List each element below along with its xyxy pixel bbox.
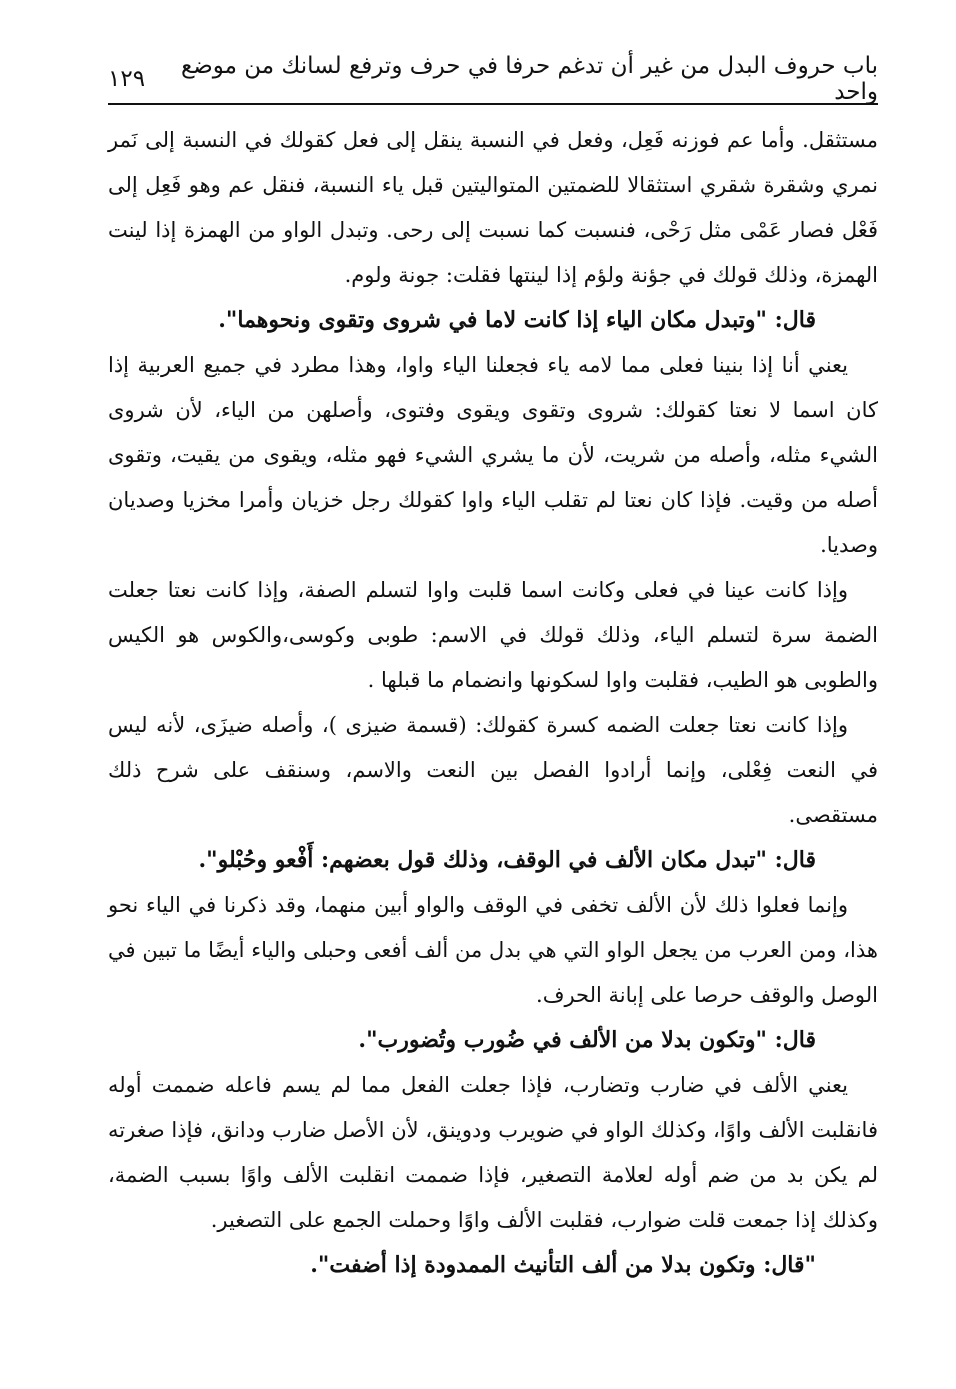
paragraph: يعني الألف في ضارب وتضارب، فإذا جعلت الفعل مما لم يسم فاعله ضممت أوله فانقلبت الألف واوًا، وكذلك الواو في ضويرب ودوينق، لأن الأصل ضارب ودانق، فإذا صغرته لم يكن بد من ضم أوله لعلامة التصغير، فإذا ضممت انقلبت الألف واوًا بسبب الضمة، وكذلك إذا جمعت قلت ضوارب، فقلبت الألف واوًا وحملت الجمع على التصغير. bbox=[108, 1073, 878, 1232]
paragraph: وإنما فعلوا ذلك لأن الألف تخفى في الوقف والواو أبين منهما، وقد ذكرنا في الياء نحو هذا، ومن العرب من يجعل الواو التي هي بدل من ألف أفعى وحبلى والياء أيضًا ما تبين في الوصل والوقف حرصا على إبانة الحرف. bbox=[108, 893, 878, 1007]
running-title: باب حروف البدل من غير أن تدغم حرفا في حرف وترفع لسانك من موضع واحد bbox=[180, 53, 878, 105]
paragraph: وإذا كانت عينا في فعلى وكانت اسما قلبت واوا لتسلم الصفة، وإذا كانت نعتا جعلت الضمة سرة لتسلم الياء، وذلك قولك في الاسم: طوبى وكوسى،والكوس هو الكيس والطوبى هو الطيب، فقلبت واوا لسكونها وانضمام ما قبلها . bbox=[108, 578, 878, 692]
page-number: ١٢٩ bbox=[108, 66, 146, 92]
paragraph: يعني أنا إذا بنينا فعلى مما لامه ياء فجعلنا الياء واوا، وهذا مطرد في جميع العربية إذا كان اسما لا نعتا كقولك: شروى وتقوى ويقوى وفتوى، وأصلهن من الياء، لأن شروى الشيء مثله، وأصله من شريت، لأن ما يشري الشيء فهو مثله، ويقوى من يقيت، وتقوى أصله من وقيت. فإذا كان نعتا لم تقلب الياء واوا كقولك رجل خزيان وأمرا مخزيا وصديان وصديا. bbox=[108, 353, 878, 557]
header-rule bbox=[108, 103, 878, 105]
running-header bbox=[108, 53, 878, 105]
quoted-rule-1: قال: "وتبدل مكان الياء إذا كانت لاما في شروى وتقوى ونحوهما". bbox=[218, 307, 816, 333]
paragraph: وإذا كانت نعتا جعلت الضمه كسرة كقولك: (قسمة ضيزى )، وأصله ضيزَى، لأنه ليس في النعت فِعْلى، وإنما أرادوا الفصل بين النعت والاسم، وسنقف على شرح ذلك مستقصى. bbox=[108, 713, 878, 827]
paragraph-continued: مستثقل. وأما عم فوزنه فَعِل، وفعل في النسبة ينقل إلى فعل كقولك في النسبة إلى نَمر نمري وشقرة شقري استثقالا للضمتين المتواليتين قبل ياء النسبة، فنقل عم وهو فَعِل إلى فَعْل فصار عَمْى مثل رَحْى، فنسبت كما نسبت إلى رحى. وتبدل الواو من الهمزة إذا لينت الهمزة، وذلك قولك في جؤنة ولؤم إذا لينتها فقلت: جونة ولوم. bbox=[108, 128, 878, 287]
quoted-rule-3: قال: "وتكون بدلا من الألف في ضُورب وتُضورب". bbox=[358, 1027, 816, 1053]
quoted-rule-2: قال: "تبدل مكان الألف في الوقف، وذلك قول بعضهم: أَفْعو وحُبْلو". bbox=[198, 847, 816, 873]
page-body bbox=[108, 118, 878, 1288]
quoted-rule-4: "قال: وتكون بدلا من ألف التأنيث الممدودة إذا أضفت". bbox=[310, 1252, 816, 1278]
